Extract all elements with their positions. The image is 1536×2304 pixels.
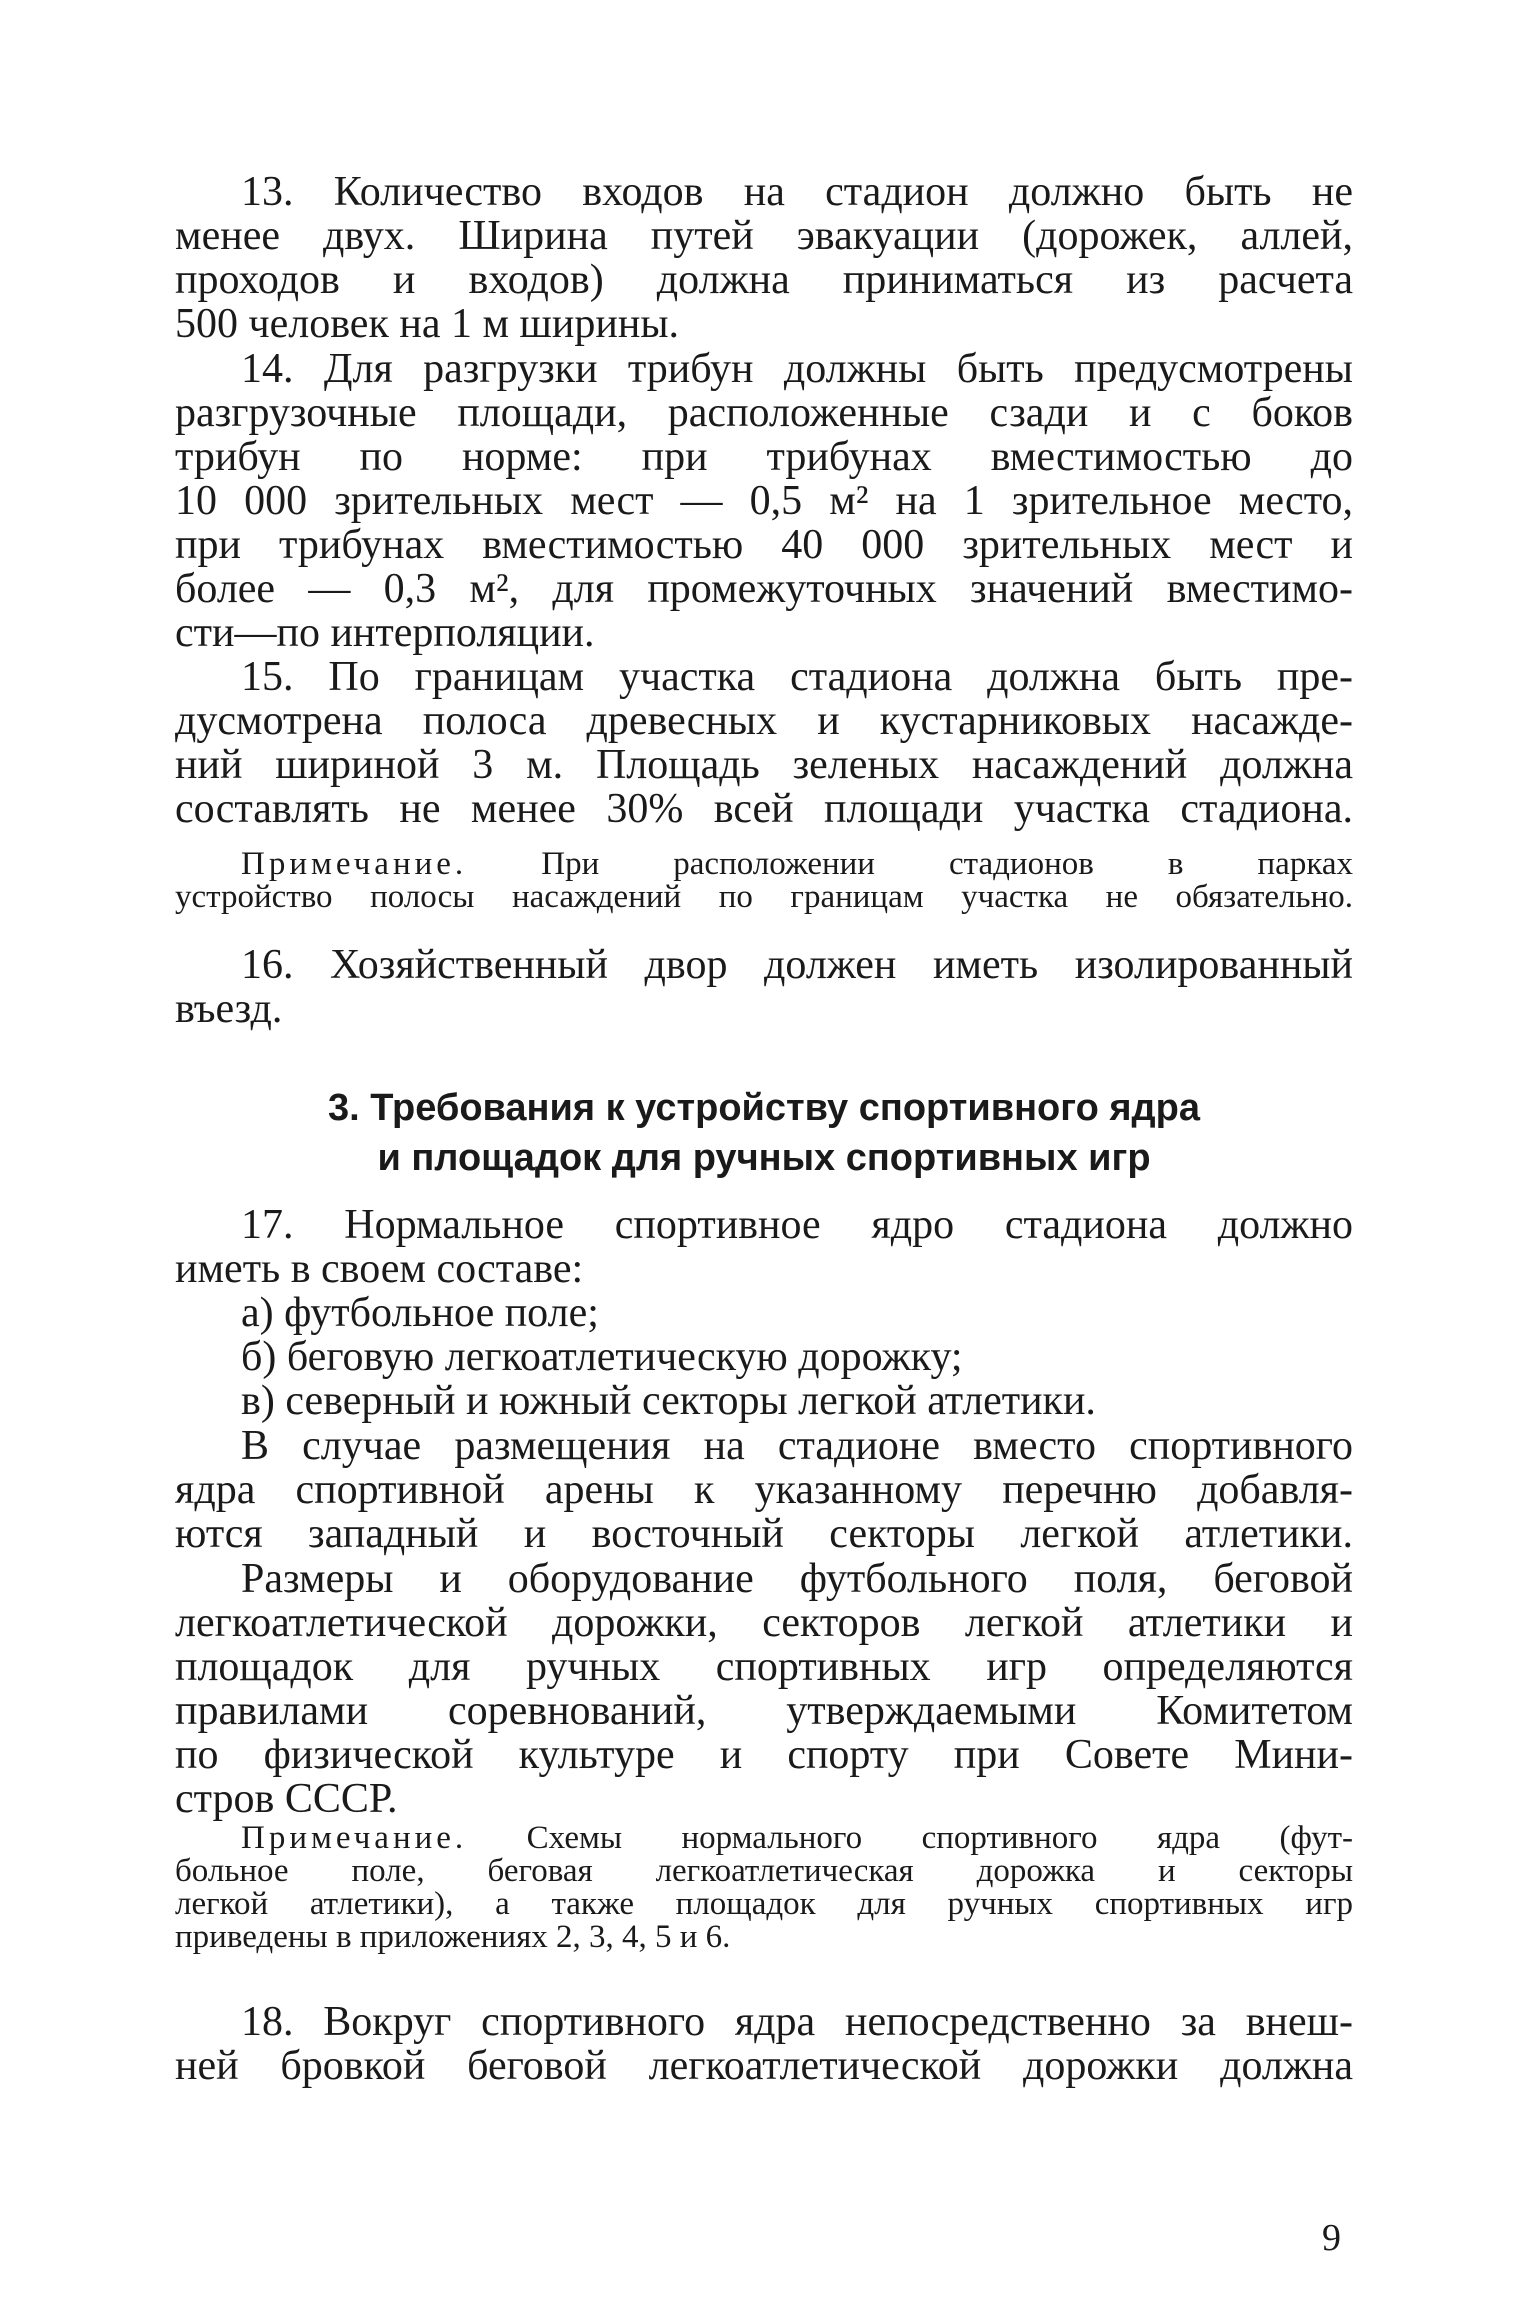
paragraph-13 [175,170,1353,346]
note-2 [175,1822,1353,1954]
note-1 [175,848,1353,914]
note-text: При расположении стадионов в парках [541,846,1354,882]
text-line: ются западный и восточный секторы легкой атлетики. [175,1511,1353,1557]
note-line [175,1822,1353,1855]
section-title-line: 3. Требования к устройству спортивного ядра [328,1087,1200,1129]
paragraph-17c [175,1557,1353,1821]
text-line: 15. По границам участка стадиона должна быть пре- [241,654,1353,700]
text-line: иметь в своем составе: [175,1246,584,1292]
text-line: по физической культуре и спорту при Совете Мини- [175,1732,1353,1778]
text-line: В случае размещения на стадионе вместо спортивного [241,1423,1353,1469]
text-line: 17. Нормальное спортивное ядро стадиона должно [241,1202,1353,1248]
text-line: 16. Хозяйственный двор должен иметь изолированный [241,942,1353,988]
text-line: въезд. [175,986,283,1032]
text-line: 500 человек на 1 м ширины. [175,301,680,347]
note-line: устройство полосы насаждений по границам участка не обязательно. [175,879,1353,915]
text-line: при трибунах вместимостью 40 000 зрительных мест и [175,522,1353,568]
section-heading [175,1083,1353,1183]
note-label: Примечание. [241,846,468,882]
text-line: более — 0,3 м², для промежуточных значений вместимо- [175,566,1353,612]
note-line [175,848,1353,881]
page-number: 9 [1322,2217,1341,2259]
text-line: площадок для ручных спортивных игр определяются [175,1644,1353,1690]
paragraph-17 [175,1203,1353,1423]
note-text: Схемы нормального спортивного ядра (фут- [526,1820,1353,1856]
text-line: стров СССР. [175,1776,398,1822]
list-item: б) беговую легкоатлетическую дорожку; [241,1334,963,1380]
text-line: дусмотрена полоса древесных и кустарниковых насажде- [175,698,1353,744]
text-line: 13. Количество входов на стадион должно быть не [241,169,1353,215]
text-line: 14. Для разгрузки трибун должны быть предусмотрены [241,346,1353,392]
text-line: трибун по норме: при трибунах вместимостью до [175,434,1353,480]
text-line: 18. Вокруг спортивного ядра непосредственно за внеш- [241,1999,1353,2045]
note-label: Примечание. [241,1820,468,1856]
text-line: менее двух. Ширина путей эвакуации (дорожек, аллей, [175,213,1353,259]
text-line: составлять не менее 30% всей площади участка стадиона. [175,786,1353,832]
text-line: ядра спортивной арены к указанному перечню добавля- [175,1467,1353,1513]
paragraph-15 [175,655,1353,831]
text-line: правилами соревнований, утверждаемыми Комитетом [175,1688,1353,1734]
text-line: сти—по интерполяции. [175,610,595,656]
list-item: а) футбольное поле; [241,1290,599,1336]
section-title-line: и площадок для ручных спортивных игр [377,1137,1151,1179]
note-line: легкой атлетики), а также площадок для ручных спортивных игр [175,1886,1353,1922]
text-line: ний шириной 3 м. Площадь зеленых насаждений должна [175,742,1353,788]
text-line: ней бровкой беговой легкоатлетической дорожки должна [175,2043,1353,2089]
paragraph-17b [175,1424,1353,1556]
text-line: Размеры и оборудование футбольного поля, беговой [241,1556,1353,1602]
note-line: больное поле, беговая легкоатлетическая дорожка и секторы [175,1853,1353,1889]
paragraph-18 [175,2000,1353,2088]
text-line: проходов и входов) должна приниматься из расчета [175,257,1353,303]
text-line: разгрузочные площади, расположенные сзади и с боков [175,390,1353,436]
text-line: 10 000 зрительных мест — 0,5 м² на 1 зрительное место, [175,478,1353,524]
note-line: приведены в приложениях 2, 3, 4, 5 и 6. [175,1919,731,1955]
text-line: легкоатлетической дорожки, секторов легкой атлетики и [175,1600,1353,1646]
list-item: в) северный и южный секторы легкой атлетики. [241,1378,1096,1424]
paragraph-14 [175,347,1353,655]
paragraph-16 [175,943,1353,1031]
